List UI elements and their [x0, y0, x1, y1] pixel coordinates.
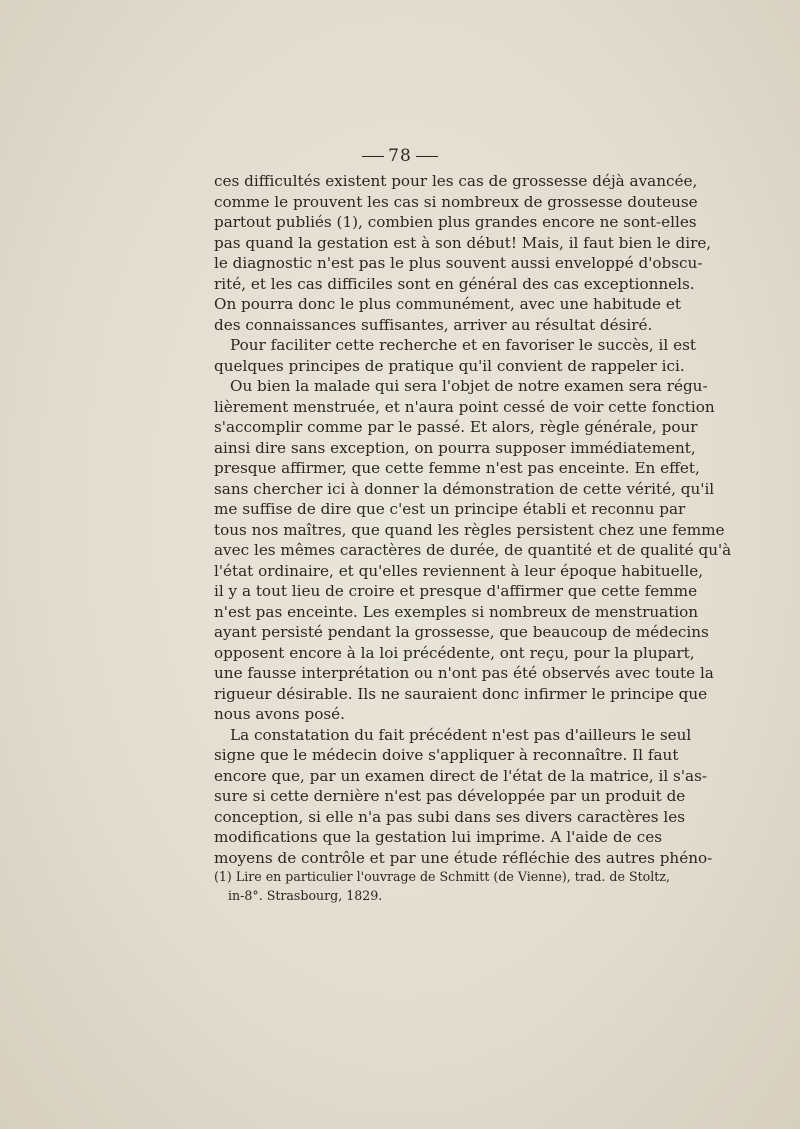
- text-line: tous nos maîtres, que quand les règles persistent chez une femme: [214, 520, 725, 539]
- text-line: ayant persisté pendant la grossesse, que beaucoup de médecins: [214, 623, 709, 641]
- text-line: On pourra donc le plus communément, avec une habitude et: [214, 295, 681, 313]
- text-line: rigueur désirable. Ils ne sauraient donc infirmer le principe que: [214, 684, 708, 703]
- text-line: me suffise de dire que c'est un principe établi et reconnu par: [214, 500, 686, 518]
- text-line: le diagnostic n'est pas le plus souvent aussi enveloppé d'obscu-: [214, 254, 703, 272]
- page-number-text: 78: [388, 146, 412, 166]
- text-line: sure si cette dernière n'est pas développée par un produit de: [214, 787, 686, 805]
- text-line: partout publiés (1), combien plus grandes encore ne sont-elles: [214, 213, 697, 231]
- text-line: ainsi dire sans exception, on pourra supposer immédiatement,: [214, 438, 696, 457]
- text-line: avec les mêmes caractères de durée, de quantité et de qualité qu'à: [214, 541, 732, 559]
- text-line: s'accomplir comme par le passé. Et alors, règle générale, pour: [214, 418, 698, 436]
- text-line: lièrement menstruée, et n'aura point cessé de voir cette fonction: [214, 397, 715, 416]
- text-line: encore que, par un examen direct de l'état de la matrice, il s'as-: [214, 766, 708, 785]
- text-line: nous avons posé.: [214, 705, 345, 723]
- page-number-dash-left: [362, 156, 384, 157]
- text-line: moyens de contrôle et par une étude réfléchie des autres phéno-: [214, 848, 713, 867]
- text-line: modifications que la gestation lui imprime. A l'aide de ces: [214, 828, 662, 846]
- text-line: La constatation du fait précédent n'est pas d'ailleurs le seul: [230, 725, 692, 744]
- text-line: Ou bien la malade qui sera l'objet de notre examen sera régu-: [230, 377, 708, 395]
- text-line: comme le prouvent les cas si nombreux de grossesse douteuse: [214, 192, 698, 211]
- text-line: signe que le médecin doive s'appliquer à reconnaître. Il faut: [214, 746, 679, 764]
- text-line: pas quand la gestation est à son début! Mais, il faut bien le dire,: [214, 233, 712, 252]
- text-line: une fausse interprétation ou n'ont pas été observés avec toute la: [214, 664, 714, 682]
- text-line: presque affirmer, que cette femme n'est pas enceinte. En effet,: [214, 459, 700, 477]
- footnote-line-1: (1) Lire en particulier l'ouvrage de Schmitt (de Vienne), trad. de Stoltz,: [214, 869, 670, 884]
- text-line: l'état ordinaire, et qu'elles reviennent à leur époque habituelle,: [214, 561, 704, 580]
- text-line: conception, si elle n'a pas subi dans ses divers caractères les: [214, 807, 685, 826]
- page-number: [0, 146, 800, 166]
- footnote-line-2: in-8°. Strasbourg, 1829.: [228, 888, 383, 903]
- text-line: n'est pas enceinte. Les exemples si nombreux de menstruation: [214, 602, 699, 621]
- text-line: ces difficultés existent pour les cas de grossesse déjà avancée,: [214, 172, 698, 190]
- text-line: opposent encore à la loi précédente, ont reçu, pour la plupart,: [214, 643, 695, 662]
- page-number-dash-right: [416, 156, 438, 157]
- text-line: rité, et les cas difficiles sont en général des cas exceptionnels.: [214, 274, 695, 293]
- footnote: [214, 867, 670, 905]
- body-text: [214, 171, 732, 868]
- text-line: il y a tout lieu de croire et presque d'affirmer que cette femme: [214, 582, 698, 600]
- text-line: Pour faciliter cette recherche et en favoriser le succès, il est: [230, 336, 696, 354]
- text-line: des connaissances suffisantes, arriver au résultat désiré.: [214, 315, 653, 334]
- text-line: quelques principes de pratique qu'il convient de rappeler ici.: [214, 356, 685, 375]
- text-line: sans chercher ici à donner la démonstration de cette vérité, qu'il: [214, 479, 715, 498]
